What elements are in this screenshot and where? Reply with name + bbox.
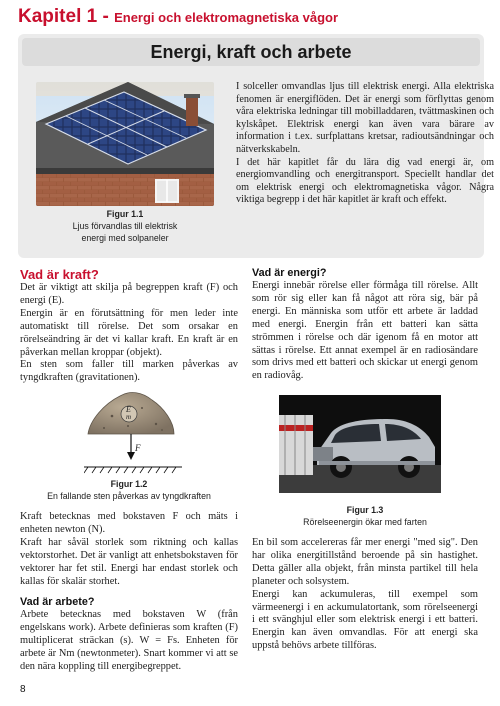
energi-paragraph-3: Energi kan ackumuleras, till exempel som värmeenergi i en ackumulatortank, som rörelseenergi i ett svänghjul eller som elektrisk energi i ett batteri. Energin kan även omvandlas. För att energi ska uppstå behövs arbete tillföras. (252, 588, 478, 652)
stone-label-e: E (126, 405, 131, 414)
intro-text (236, 81, 494, 207)
chapter-subtitle: Energi och elektromagnetiska vågor (114, 10, 339, 25)
right-column (252, 267, 478, 383)
intro-paragraph: I solceller omvandlas ljus till elektrisk energi. Alla elektriska fenomen är energiflöden. Det är energi som förflyttas genom våra elektriska ledningar till mobilladdaren, tvättmaskinen och kylskåpet. Elektrisk energi kan även vara bärare av information i t.ex. surfplattans kretsar, radioutsändningar och nätverkskabeln. (236, 81, 494, 155)
ground-line (84, 462, 182, 472)
figure-3-caption (252, 504, 478, 528)
kraft-paragraph-5: Kraft har såväl storlek som riktning och kallas vektorstorhet. Det är vanligt att enhetsbokstaven för vektorer har fet stil. Energi har endast storlek och kallas för skalär storhet. (20, 536, 238, 587)
figure-2-caption (20, 478, 238, 502)
heading-energi: Vad är energi? (252, 267, 327, 279)
kraft-paragraph-1: Det är viktigt att skilja på begreppen kraft (F) och energi (E). (20, 282, 238, 306)
car-crash-image (279, 395, 441, 493)
heading-kraft: Vad är kraft? (20, 267, 99, 282)
intro-paragraph: I det här kapitlet får du lära dig vad energi är, om energiomvandling och energitransport. Speciellt handlar det om elektrisk energi och elektromagnetiska vågor. Några viktiga begrepp i det här kapitlet är kraft och effekt. (236, 156, 494, 206)
kraft-paragraph-3: En sten som faller till marken påverkas av tyngdkraften (gravitationen). (20, 359, 238, 384)
solar-panel-image (36, 82, 214, 206)
left-column-lower (20, 511, 238, 674)
heading-arbete: Vad är arbete? (20, 596, 95, 609)
chapter-prefix: Kapitel 1 - (18, 6, 115, 27)
figure-1-caption (36, 208, 214, 244)
kraft-paragraph-4: Kraft betecknas med bokstaven F och mäts i enheten newton (N). (20, 511, 238, 535)
arbete-paragraph-1: Arbete betecknas med bokstaven W (från engelskans work). Arbete definieras som kraften (F) multiplicerat sträckan (s). W = Fs. Enheten för arbete är Nm (newtonmeter). Snart kommer vi att se den nära koppling till energibegreppet. (20, 609, 238, 673)
figure-2-label: Figur 1.2 (110, 479, 148, 489)
chapter-heading (18, 6, 338, 28)
figure-1-label: Figur 1.1 (106, 209, 144, 219)
page-number: 8 (20, 684, 26, 695)
figure-1-caption-line1: Ljus förvandlas till elektrisk (72, 221, 178, 231)
right-column-lower (252, 537, 478, 653)
kraft-paragraph-2: Energin är en förutsättning för men leder inte automatiskt till rörelse. Det som orsakar en rörelseändring är det vi kallar kraft. En kraft är en påverkan mellan kroppar (objekt). (20, 307, 238, 358)
force-label: F (135, 443, 141, 453)
left-column (20, 267, 238, 385)
energi-paragraph-1: Energi innebär rörelse eller förmåga till rörelse. Allt som rör sig eller kan få något att röra sig, bär på energi. En människa som utför ett arbete är laddad med energi. Energin från ett batteri kan sätta strömmen i rörelse och där igenom få en motor att sättas i rörelse. Ett annat exempel är en radiosändare som drivs med ett batteri och skickar ut energi genom en radiovåg. (252, 280, 478, 382)
energi-paragraph-2: En bil som accelereras får mer energi "med sig". Den har olika energitillstånd beroende på sin hastighet. Detta gäller alla objekt, från minsta partikel till hela planeter och solsystem. (252, 537, 478, 587)
intro-title: Energi, kraft och arbete (22, 38, 480, 66)
figure-3-label: Figur 1.3 (346, 505, 384, 515)
intro-box (18, 34, 494, 258)
figure-2-caption-text: En fallande sten påverkas av tyngdkraften (47, 491, 211, 501)
falling-stone-figure (82, 386, 180, 472)
figure-1-caption-line2: energi med solpaneler (81, 233, 169, 243)
stone-label-m: m (126, 413, 132, 421)
figure-3-caption-text: Rörelseenergin ökar med farten (303, 517, 427, 527)
